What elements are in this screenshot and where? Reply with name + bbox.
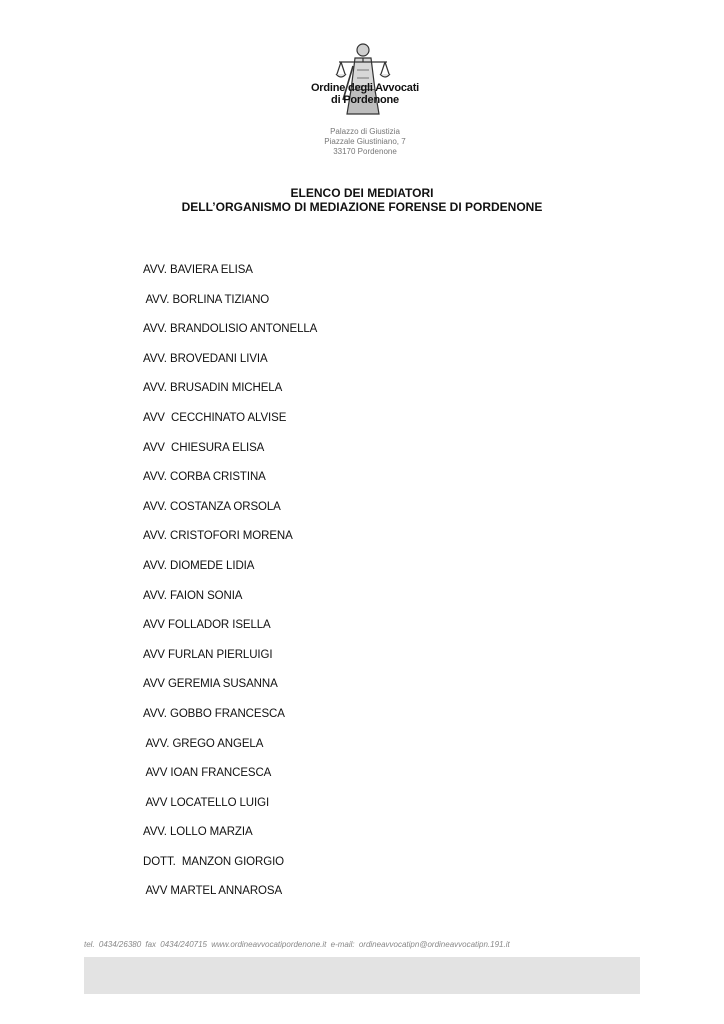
mediator-item: AVV CHIESURA ELISA (143, 441, 265, 454)
document-title-line1: ELENCO DEI MEDIATORI (290, 186, 434, 200)
organization-name-line2: di Pordenone (331, 94, 399, 106)
mediator-item: AVV. BRANDOLISIO ANTONELLA (143, 323, 318, 336)
mediators-list (143, 262, 623, 913)
footer-band (84, 957, 640, 994)
mediator-item: AVV. BAVIERA ELISA (143, 264, 253, 276)
justice-statue-logo-icon (333, 40, 393, 120)
mediator-item: AVV. DIOMEDE LIDIA (143, 559, 255, 572)
mediator-item: DOTT. MANZON GIORGIO (143, 855, 285, 868)
mediator-item: AVV. BRUSADIN MICHELA (143, 382, 283, 395)
address-line: Piazzale Giustiniano, 7 (324, 137, 406, 146)
address-line: 33170 Pordenone (333, 147, 397, 156)
mediator-item: AVV CECCHINATO ALVISE (143, 411, 287, 424)
footer-contacts: tel. 0434/26380 fax 0434/240715 www.ordineavvocatipordenone.it e-mail: ordineavvocatipn@ordineavvocatipn.191.it (84, 940, 510, 949)
mediator-item: AVV. FAION SONIA (143, 589, 243, 602)
mediator-item: AVV. CORBA CRISTINA (143, 471, 266, 484)
document-title-line2: DELL’ORGANISMO DI MEDIAZIONE FORENSE DI PORDENONE (181, 200, 543, 214)
address-line: Palazzo di Giustizia (330, 127, 400, 136)
mediator-item: AVV. LOLLO MARZIA (143, 826, 253, 839)
address-block (300, 127, 430, 157)
organization-name-line1: Ordine degli Avvocati (310, 82, 420, 94)
mediator-item: AVV. BROVEDANI LIVIA (143, 352, 268, 365)
mediator-item: AVV IOAN FRANCESCA (143, 767, 272, 780)
document-title (0, 186, 724, 214)
organization-name (300, 82, 430, 106)
mediator-item: AVV. CRISTOFORI MORENA (143, 530, 293, 543)
mediator-item: AVV GEREMIA SUSANNA (143, 678, 278, 691)
mediator-item: AVV FOLLADOR ISELLA (143, 619, 271, 632)
letterhead (0, 0, 724, 170)
mediator-item: AVV. GREGO ANGELA (143, 737, 264, 750)
mediator-item: AVV. GOBBO FRANCESCA (143, 707, 285, 720)
mediator-item: AVV MARTEL ANNAROSA (143, 885, 283, 898)
mediator-item: AVV. BORLINA TIZIANO (143, 293, 270, 306)
mediator-item: AVV LOCATELLO LUIGI (143, 796, 270, 809)
mediator-item: AVV. COSTANZA ORSOLA (143, 500, 281, 513)
mediator-item: AVV FURLAN PIERLUIGI (143, 648, 273, 661)
